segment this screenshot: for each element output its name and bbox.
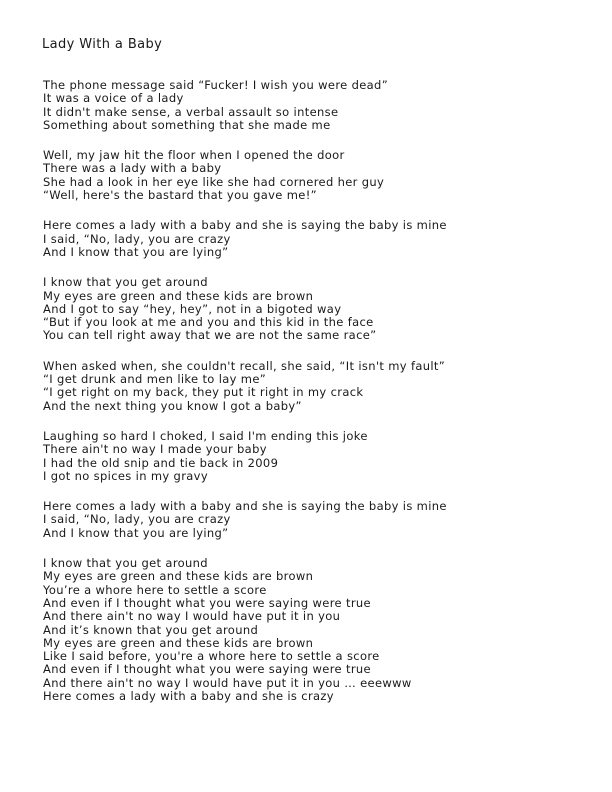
stanza [43,557,603,703]
lyric-line: I know that you get around [43,275,208,290]
lyric-line: My eyes are green and these kids are brown [43,635,314,650]
lyric-line: “Well, here's the bastard that you gave me!” [43,188,317,203]
page-title: Lady With a Baby [42,37,163,52]
lyric-line: And even if I thought what you were saying were true [43,595,371,610]
lyric-line: You can tell right away that we are not the same race” [43,328,377,343]
lyric-line: The phone message said “Fucker! I wish you were dead” [43,78,389,92]
lyric-line: She had a look in her eye like she had cornered her guy [43,174,385,189]
stanza [43,360,603,413]
lyric-line: There ain't no way I made your baby [43,442,267,457]
lyric-line: Like I said before, you're a whore here to settle a score [43,649,380,664]
lyric-line: And I got to say “hey, hey”, not in a bigoted way [43,301,342,316]
stanza [43,430,603,483]
lyric-line: You’re a whore here to settle a score [43,582,267,597]
stanza [43,149,603,202]
lyric-line: It was a voice of a lady [43,91,184,106]
lyric-line: My eyes are green and these kids are brown [43,569,314,584]
lyrics-body [43,79,603,720]
lyric-line: Here comes a lady with a baby and she is saying the baby is mine [43,499,447,514]
lyric-line: It didn't make sense, a verbal assault so intense [43,104,339,119]
lyric-line: I had the old snip and tie back in 2009 [43,455,279,470]
lyric-line: “I get right on my back, they put it right in my crack [43,385,364,400]
lyric-line: I said, “No, lady, you are crazy [43,512,231,527]
stanza [43,276,603,342]
stanza [43,219,603,259]
lyric-line: Laughing so hard I choked, I said I'm ending this joke [43,428,368,443]
stanza [43,500,603,540]
lyric-line: And it’s known that you get around [43,622,259,637]
lyric-line: Well, my jaw hit the floor when I opened the door [43,148,345,163]
lyric-line: And even if I thought what you were saying were true [43,662,371,677]
lyric-line: And there ain't no way I would have put it in you [43,609,341,624]
lyric-line: There was a lady with a baby [43,161,222,176]
lyric-line: Something about something that she made me [43,117,331,132]
lyric-line: “But if you look at me and you and this kid in the face [43,315,374,330]
lyric-line: I said, “No, lady, you are crazy [43,231,231,246]
lyric-line: I know that you get around [43,556,208,571]
lyric-line: And there ain't no way I would have put it in you … eeewww [43,675,412,690]
lyric-line: When asked when, she couldn't recall, she said, “It isn't my fault” [43,358,446,373]
stanza [43,79,603,132]
lyric-line: My eyes are green and these kids are brown [43,288,314,303]
lyric-line: “I get drunk and men like to lay me” [43,372,267,387]
lyric-line: And I know that you are lying” [43,525,229,540]
lyric-line: And I know that you are lying” [43,244,229,259]
lyric-line: I got no spices in my gravy [43,468,208,483]
lyric-line: Here comes a lady with a baby and she is saying the baby is mine [43,218,447,233]
lyric-line: And the next thing you know I got a baby” [43,398,302,413]
lyric-line: Here comes a lady with a baby and she is crazy [43,688,334,703]
